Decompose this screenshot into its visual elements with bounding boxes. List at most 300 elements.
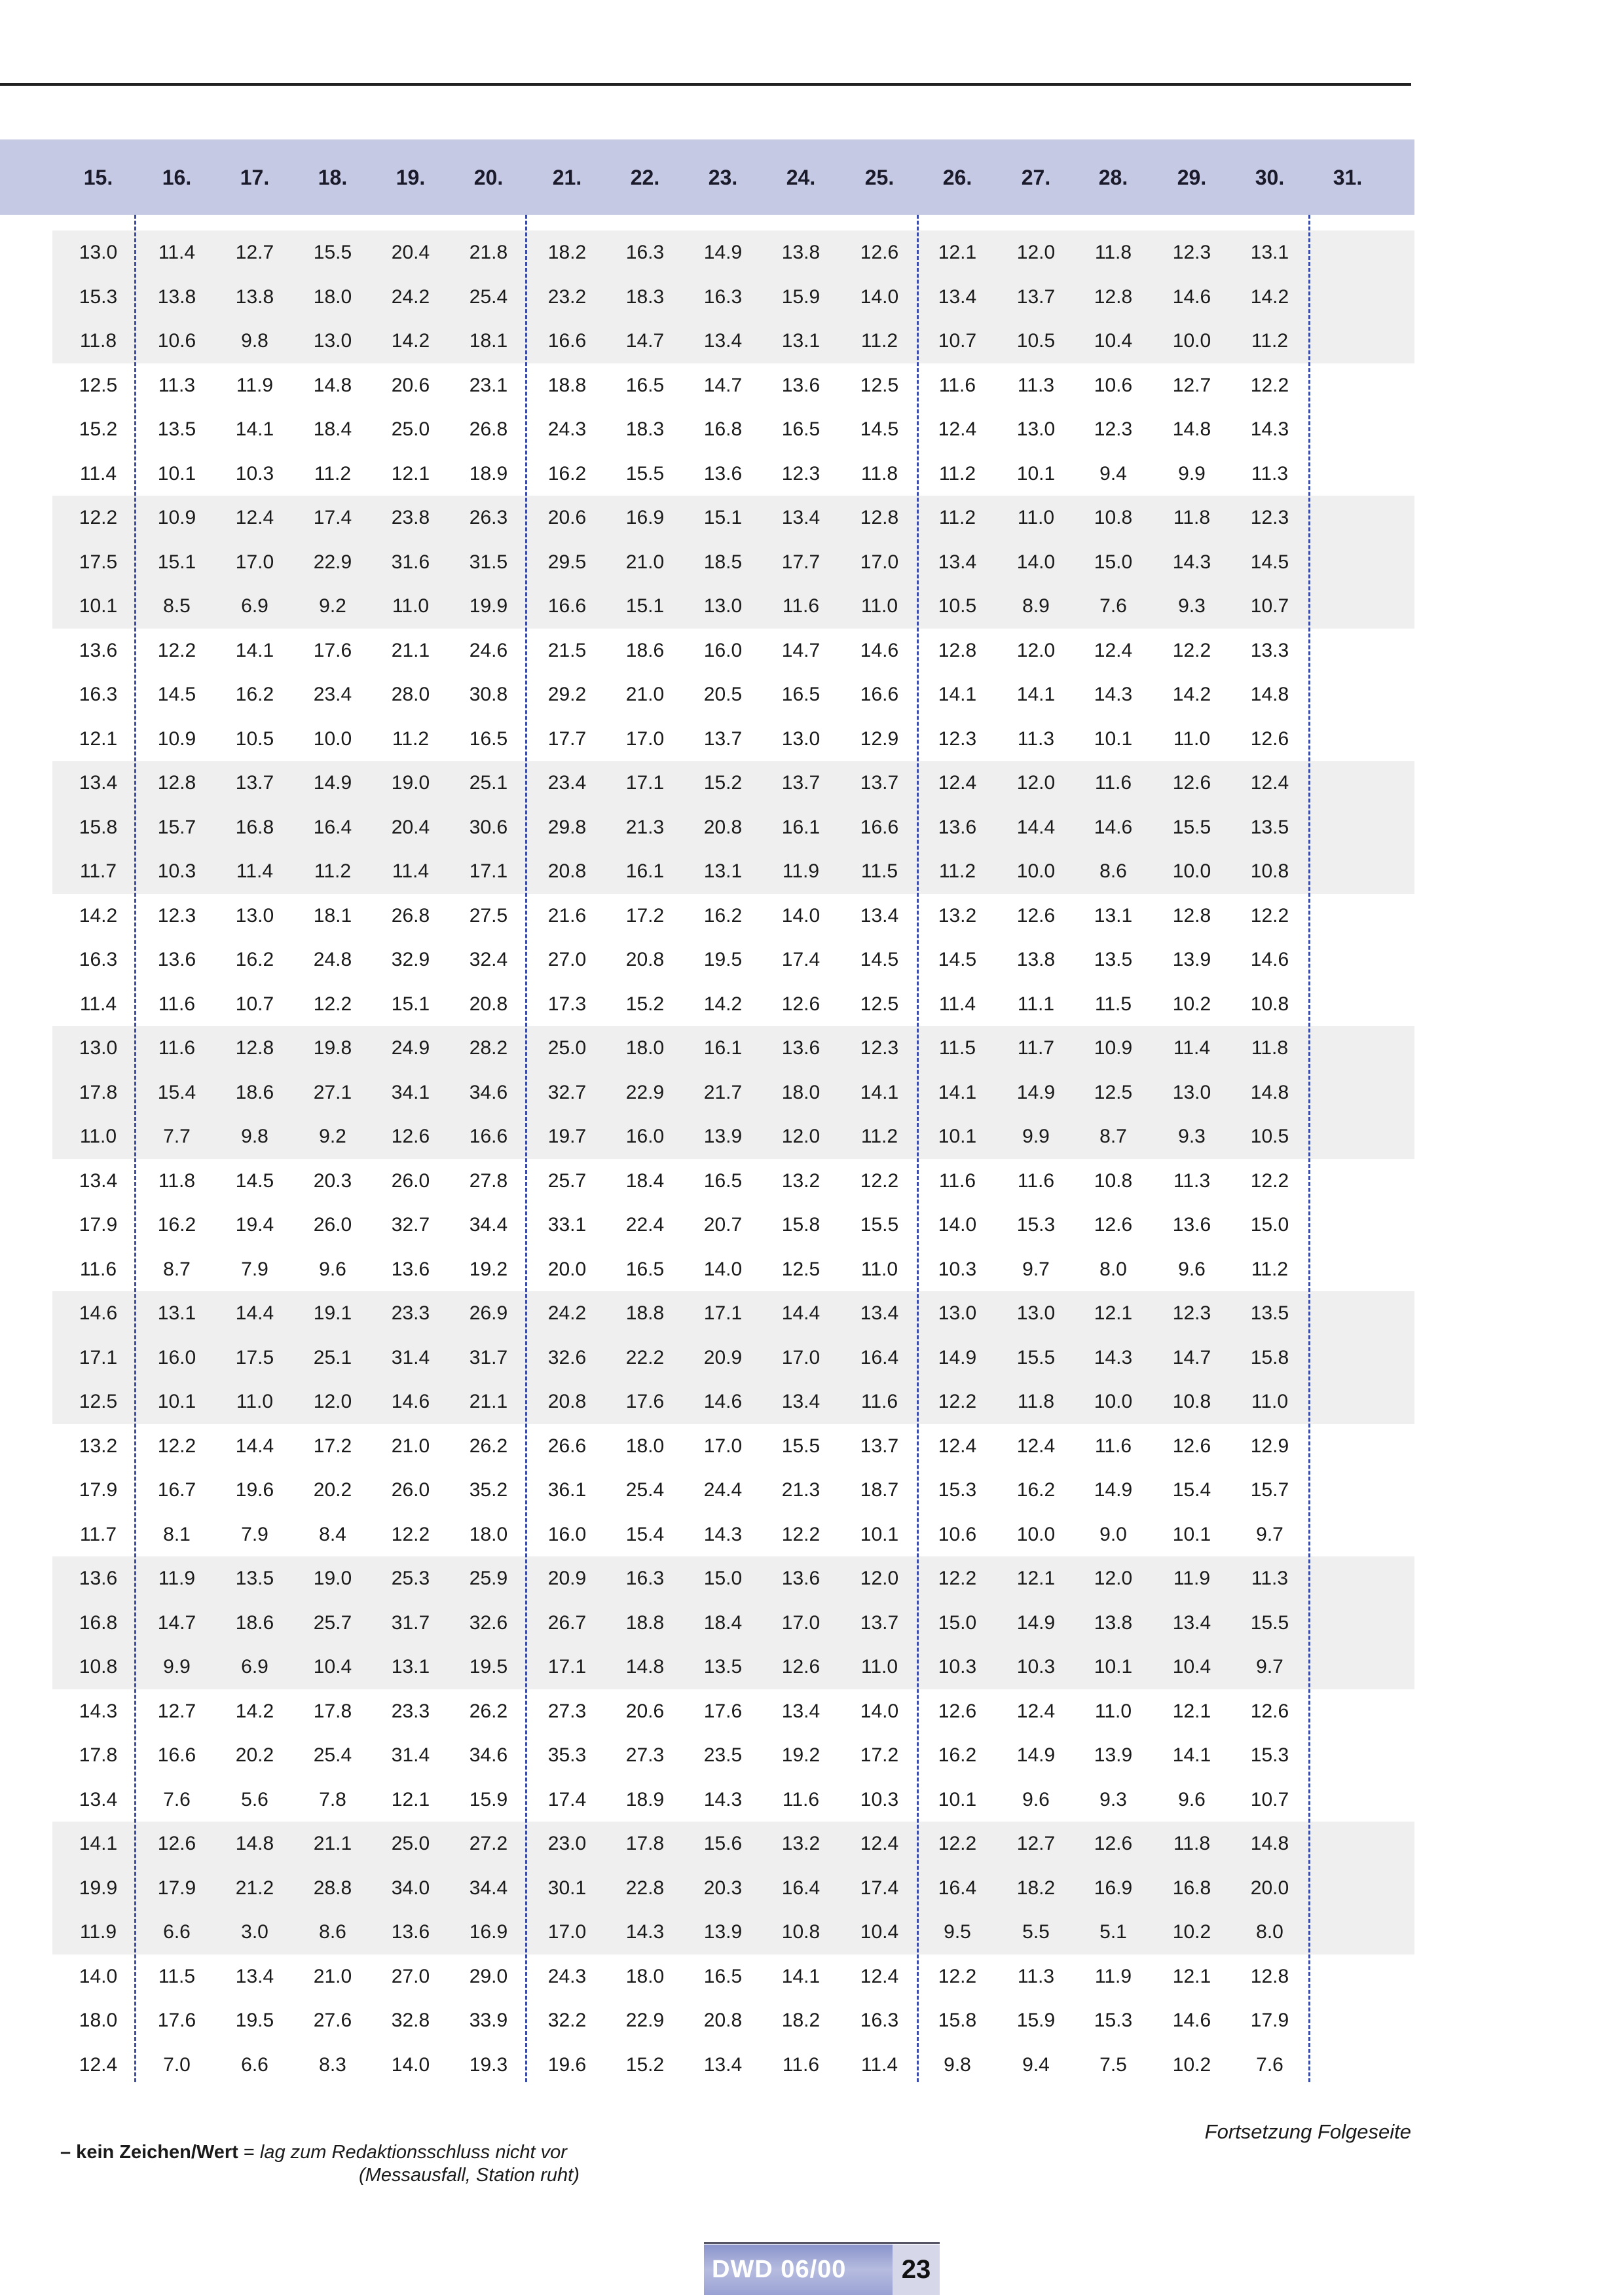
table-cell: 14.6 — [391, 1391, 430, 1412]
table-cell: 23.3 — [391, 1700, 430, 1722]
table-cell: 11.4 — [860, 2053, 898, 2076]
table-cell: 9.7 — [1022, 1258, 1050, 1280]
table-cell: 9.4 — [1022, 2053, 1050, 2076]
table-cell: 25.7 — [547, 1169, 587, 1192]
table-cell: 7.5 — [1099, 2053, 1127, 2076]
table-cell: 14.5 — [938, 949, 977, 970]
table-cell: 15.3 — [1016, 1214, 1056, 1236]
table-cell: 9.0 — [1099, 1523, 1127, 1545]
table-cell: 12.5 — [781, 1258, 821, 1280]
table-cell: 8.9 — [1022, 595, 1050, 617]
table-cell: 16.4 — [860, 1346, 899, 1368]
table-cell: 12.3 — [938, 727, 977, 750]
table-cell: 6.9 — [241, 595, 268, 617]
table-cell: 18.0 — [781, 1081, 821, 1103]
table-cell: 10.4 — [860, 1921, 899, 1943]
table-cell: 11.2 — [860, 330, 898, 352]
table-cell: 14.1 — [781, 1965, 821, 1987]
table-cell: 11.6 — [860, 1391, 898, 1412]
table-cell: 14.7 — [1172, 1346, 1211, 1368]
table-cell: 12.7 — [235, 242, 274, 263]
table-row — [52, 1380, 1414, 1424]
table-cell: 16.1 — [625, 860, 665, 882]
table-cell: 9.6 — [319, 1258, 346, 1280]
table-cell: 10.5 — [1250, 1126, 1289, 1147]
table-cell: 25.9 — [469, 1568, 508, 1589]
table-cell: 27.1 — [313, 1081, 352, 1103]
table-cell: 8.6 — [319, 1921, 346, 1943]
table-cell: 12.6 — [938, 1700, 977, 1722]
table-cell: 11.7 — [79, 1523, 117, 1545]
table-row — [52, 672, 1414, 717]
table-cell: 13.4 — [79, 1788, 118, 1810]
table-cell: 10.1 — [860, 1523, 899, 1545]
table-cell: 12.8 — [860, 507, 899, 528]
table-cell: 21.3 — [625, 816, 665, 838]
table-cell: 10.0 — [1016, 1523, 1056, 1545]
table-cell: 13.5 — [703, 1656, 743, 1678]
table-cell: 25.4 — [625, 1479, 665, 1501]
table-cell: 17.8 — [79, 1744, 118, 1766]
table-cell: 15.8 — [938, 2010, 977, 2031]
table-cell: 18.4 — [703, 1611, 743, 1634]
table-cell: 17.5 — [235, 1346, 274, 1368]
table-cell: 14.8 — [313, 374, 352, 396]
table-cell: 13.6 — [781, 1037, 821, 1059]
table-cell: 11.4 — [79, 993, 117, 1015]
table-row — [52, 1203, 1414, 1247]
table-cell: 10.0 — [1094, 1391, 1133, 1412]
table-cell: 15.9 — [1016, 2010, 1056, 2031]
table-cell: 25.7 — [313, 1611, 352, 1634]
table-cell: 14.4 — [1016, 816, 1056, 838]
table-cell: 11.4 — [938, 993, 976, 1015]
legend-equals: = — [243, 2142, 255, 2163]
table-cell: 13.6 — [391, 1921, 430, 1943]
table-cell: 26.7 — [547, 1611, 587, 1634]
table-cell: 12.1 — [1172, 1965, 1211, 1987]
table-cell: 20.8 — [703, 816, 743, 838]
table-cell: 10.8 — [1094, 507, 1133, 528]
table-cell: 11.8 — [1017, 1391, 1055, 1412]
table-cell: 16.5 — [781, 418, 821, 440]
table-row — [52, 717, 1414, 762]
table-cell: 18.2 — [781, 2010, 821, 2031]
table-cell: 11.2 — [860, 1126, 898, 1147]
table-cell: 16.5 — [781, 684, 821, 705]
table-cell: 17.9 — [79, 1214, 118, 1236]
table-cell: 17.9 — [79, 1479, 118, 1501]
table-cell: 22.4 — [625, 1214, 665, 1236]
table-cell: 10.1 — [938, 1788, 977, 1810]
table-cell: 32.9 — [391, 949, 430, 970]
table-cell: 13.0 — [235, 904, 274, 927]
day-header-31: 31. — [1333, 166, 1363, 189]
table-cell: 17.1 — [703, 1302, 743, 1324]
table-cell: 19.7 — [547, 1126, 587, 1147]
table-cell: 19.4 — [235, 1214, 274, 1236]
table-cell: 10.1 — [1016, 462, 1056, 485]
table-cell: 11.3 — [1173, 1169, 1211, 1192]
table-cell: 14.6 — [860, 639, 899, 661]
table-cell: 11.2 — [1251, 1258, 1289, 1280]
table-cell: 17.6 — [703, 1700, 743, 1722]
table-cell: 10.8 — [1250, 860, 1289, 882]
table-cell: 13.4 — [79, 772, 118, 794]
table-row — [52, 452, 1414, 496]
table-cell: 31.5 — [469, 551, 508, 573]
table-cell: 15.3 — [79, 285, 118, 308]
table-cell: 29.0 — [469, 1965, 508, 1987]
table-cell: 18.8 — [625, 1611, 665, 1634]
table-cell: 14.3 — [1094, 684, 1133, 705]
table-cell: 13.7 — [1016, 285, 1056, 308]
table-cell: 27.3 — [547, 1700, 587, 1722]
table-cell: 14.0 — [860, 1700, 899, 1722]
table-cell: 14.1 — [235, 639, 274, 661]
day-header-21: 21. — [552, 166, 582, 189]
table-row — [52, 230, 1414, 275]
table-cell: 13.6 — [1172, 1214, 1211, 1236]
table-cell: 25.4 — [313, 1744, 352, 1766]
table-cell: 15.1 — [703, 507, 743, 528]
table-row — [52, 1556, 1414, 1601]
table-cell: 18.0 — [79, 2010, 118, 2031]
table-cell: 10.1 — [1094, 727, 1133, 750]
table-cell: 11.0 — [860, 1258, 898, 1280]
table-cell: 24.8 — [313, 949, 352, 970]
table-cell: 14.9 — [1094, 1479, 1133, 1501]
table-cell: 10.0 — [313, 727, 352, 750]
table-cell: 16.0 — [547, 1523, 587, 1545]
table-cell: 24.9 — [391, 1037, 430, 1059]
table-cell: 23.4 — [313, 684, 352, 705]
table-cell: 10.3 — [1016, 1656, 1056, 1678]
table-cell: 15.5 — [313, 242, 352, 263]
table-cell: 10.6 — [157, 330, 196, 352]
table-cell: 17.9 — [1250, 2010, 1289, 2031]
table-cell: 7.0 — [163, 2053, 191, 2076]
table-cell: 25.4 — [469, 285, 508, 308]
table-cell: 12.1 — [79, 727, 118, 750]
table-cell: 17.8 — [79, 1081, 118, 1103]
table-cell: 13.9 — [1094, 1744, 1133, 1766]
table-cell: 12.4 — [938, 1435, 977, 1457]
table-cell: 25.0 — [391, 1833, 430, 1854]
table-cell: 30.1 — [547, 1877, 587, 1899]
table-cell: 12.7 — [1016, 1833, 1056, 1854]
table-cell: 12.8 — [1094, 285, 1133, 308]
table-cell: 34.0 — [391, 1877, 430, 1899]
table-cell: 26.6 — [547, 1435, 587, 1457]
table-cell: 13.8 — [781, 242, 821, 263]
table-cell: 11.0 — [1251, 1391, 1289, 1412]
table-cell: 19.2 — [781, 1744, 821, 1766]
table-cell: 24.2 — [391, 285, 430, 308]
table-row — [52, 1955, 1414, 1999]
table-cell: 16.7 — [157, 1479, 196, 1501]
table-cell: 16.6 — [157, 1744, 196, 1766]
table-cell: 14.8 — [1250, 1833, 1289, 1854]
column-separator — [1308, 215, 1310, 2082]
table-cell: 20.0 — [1250, 1877, 1289, 1899]
table-cell: 14.1 — [860, 1081, 899, 1103]
table-cell: 20.4 — [391, 816, 430, 838]
table-cell: 5.1 — [1099, 1921, 1127, 1943]
table-cell: 25.3 — [391, 1568, 430, 1589]
table-cell: 12.4 — [938, 418, 977, 440]
table-cell: 13.8 — [1094, 1611, 1133, 1634]
table-row — [52, 1114, 1414, 1159]
table-cell: 15.2 — [703, 772, 743, 794]
table-cell: 19.0 — [313, 1568, 352, 1589]
table-cell: 31.7 — [469, 1346, 508, 1368]
day-header-28: 28. — [1098, 166, 1128, 189]
table-cell: 14.8 — [1250, 684, 1289, 705]
table-cell: 26.8 — [469, 418, 508, 440]
table-row — [52, 1247, 1414, 1292]
table-cell: 12.1 — [1016, 1568, 1056, 1589]
day-header-23: 23. — [708, 166, 738, 189]
table-cell: 13.4 — [938, 551, 977, 573]
table-cell: 16.8 — [703, 418, 743, 440]
table-cell: 20.8 — [625, 949, 665, 970]
table-cell: 17.9 — [157, 1877, 196, 1899]
table-cell: 14.7 — [157, 1611, 196, 1634]
table-row — [52, 1733, 1414, 1778]
table-cell: 15.5 — [781, 1435, 821, 1457]
table-cell: 17.0 — [781, 1611, 821, 1634]
table-cell: 14.6 — [79, 1302, 118, 1324]
table-cell: 12.6 — [860, 242, 899, 263]
table-cell: 18.9 — [625, 1788, 665, 1810]
table-cell: 16.3 — [625, 242, 665, 263]
table-cell: 23.8 — [391, 507, 430, 528]
table-cell: 14.2 — [703, 993, 743, 1015]
table-cell: 26.0 — [313, 1214, 352, 1236]
table-cell: 14.1 — [938, 1081, 977, 1103]
day-header-24: 24. — [786, 166, 816, 189]
table-cell: 17.0 — [860, 551, 899, 573]
table-cell: 13.6 — [79, 639, 118, 661]
table-cell: 20.3 — [703, 1877, 743, 1899]
table-cell: 12.3 — [1094, 418, 1133, 440]
table-cell: 14.5 — [157, 684, 196, 705]
table-cell: 11.8 — [1173, 1833, 1211, 1854]
table-cell: 22.9 — [625, 2010, 665, 2031]
table-cell: 6.6 — [163, 1921, 191, 1943]
table-cell: 10.7 — [938, 330, 977, 352]
table-cell: 14.6 — [1250, 949, 1289, 970]
day-header-29: 29. — [1177, 166, 1207, 189]
table-cell: 12.4 — [235, 507, 274, 528]
table-cell: 22.2 — [625, 1346, 665, 1368]
column-separator — [134, 215, 136, 2082]
table-cell: 11.0 — [392, 595, 430, 617]
table-cell: 11.8 — [158, 1169, 196, 1192]
table-cell: 10.2 — [1172, 993, 1211, 1015]
table-cell: 11.3 — [1251, 1568, 1289, 1589]
table-cell: 27.5 — [469, 904, 508, 927]
table-cell: 32.7 — [391, 1214, 430, 1236]
table-cell: 27.8 — [469, 1169, 508, 1192]
table-row — [52, 1822, 1414, 1866]
table-cell: 14.4 — [235, 1302, 274, 1324]
table-cell: 11.0 — [79, 1126, 117, 1147]
table-cell: 17.2 — [860, 1744, 899, 1766]
table-cell: 12.9 — [860, 727, 899, 750]
table-cell: 12.1 — [391, 462, 430, 485]
table-cell: 13.4 — [703, 2053, 743, 2076]
table-cell: 17.7 — [781, 551, 821, 573]
table-cell: 26.8 — [391, 904, 430, 927]
table-cell: 16.5 — [703, 1965, 743, 1987]
table-cell: 28.8 — [313, 1877, 352, 1899]
table-cell: 12.3 — [1172, 1302, 1211, 1324]
table-cell: 18.0 — [625, 1965, 665, 1987]
table-cell: 20.7 — [703, 1214, 743, 1236]
table-cell: 19.8 — [313, 1037, 352, 1059]
table-cell: 9.6 — [1178, 1258, 1206, 1280]
table-cell: 12.2 — [860, 1169, 899, 1192]
table-cell: 7.9 — [241, 1523, 268, 1545]
table-cell: 7.9 — [241, 1258, 268, 1280]
table-cell: 16.9 — [625, 507, 665, 528]
table-cell: 11.0 — [1017, 507, 1055, 528]
day-header-22: 22. — [630, 166, 660, 189]
table-cell: 28.2 — [469, 1037, 508, 1059]
table-cell: 14.0 — [938, 1214, 977, 1236]
table-cell: 16.8 — [79, 1611, 118, 1634]
table-cell: 8.0 — [1099, 1258, 1127, 1280]
table-cell: 12.7 — [1172, 374, 1211, 396]
table-cell: 10.9 — [157, 727, 196, 750]
table-cell: 12.5 — [860, 374, 899, 396]
table-cell: 13.4 — [781, 1391, 821, 1412]
table-cell: 14.3 — [1094, 1346, 1133, 1368]
table-cell: 16.8 — [1172, 1877, 1211, 1899]
table-row — [52, 363, 1414, 408]
table-cell: 12.4 — [1250, 772, 1289, 794]
table-cell: 11.5 — [1094, 993, 1132, 1015]
table-cell: 16.0 — [625, 1126, 665, 1147]
table-cell: 12.4 — [860, 1965, 899, 1987]
table-cell: 10.2 — [1172, 2053, 1211, 2076]
table-cell: 30.8 — [469, 684, 508, 705]
table-cell: 14.3 — [625, 1921, 665, 1943]
table-cell: 11.0 — [1094, 1700, 1132, 1722]
table-cell: 11.4 — [236, 860, 274, 882]
table-cell: 18.4 — [313, 418, 352, 440]
table-cell: 12.4 — [1016, 1700, 1056, 1722]
table-cell: 13.8 — [157, 285, 196, 308]
table-cell: 12.3 — [1172, 242, 1211, 263]
table-row — [52, 849, 1414, 894]
table-cell: 11.2 — [1251, 330, 1289, 352]
table-cell: 34.4 — [469, 1877, 508, 1899]
day-header-17: 17. — [240, 166, 270, 189]
table-cell: 17.4 — [860, 1877, 899, 1899]
table-cell: 11.3 — [1017, 374, 1055, 396]
table-row — [52, 1159, 1414, 1203]
table-cell: 14.1 — [1172, 1744, 1211, 1766]
table-cell: 13.7 — [235, 772, 274, 794]
table-cell: 14.0 — [79, 1965, 118, 1987]
table-cell: 16.4 — [781, 1877, 821, 1899]
table-cell: 15.7 — [157, 816, 196, 838]
table-cell: 10.0 — [1016, 860, 1056, 882]
table-cell: 12.5 — [79, 1391, 118, 1412]
table-cell: 11.4 — [79, 462, 117, 485]
table-cell: 19.1 — [313, 1302, 352, 1324]
table-cell: 16.5 — [625, 1258, 665, 1280]
table-cell: 13.3 — [1250, 639, 1289, 661]
table-cell: 10.1 — [157, 1391, 196, 1412]
table-cell: 16.6 — [860, 684, 899, 705]
table-cell: 15.4 — [625, 1523, 665, 1545]
table-cell: 18.0 — [625, 1435, 665, 1457]
table-cell: 17.5 — [79, 551, 118, 573]
table-cell: 9.8 — [944, 2053, 971, 2076]
table-cell: 21.1 — [469, 1391, 508, 1412]
table-cell: 13.4 — [860, 1302, 899, 1324]
table-cell: 14.4 — [781, 1302, 821, 1324]
table-cell: 13.6 — [157, 949, 196, 970]
table-cell: 16.2 — [547, 462, 587, 485]
table-cell: 16.9 — [1094, 1877, 1133, 1899]
table-row — [52, 761, 1414, 805]
table-cell: 8.6 — [1099, 860, 1127, 882]
table-cell: 30.6 — [469, 816, 508, 838]
table-cell: 12.2 — [79, 507, 118, 528]
day-header-20: 20. — [473, 166, 504, 189]
table-cell: 16.1 — [703, 1037, 743, 1059]
table-cell: 13.2 — [938, 904, 977, 927]
table-cell: 24.6 — [469, 639, 508, 661]
table-cell: 18.3 — [625, 418, 665, 440]
table-cell: 12.6 — [1094, 1833, 1133, 1854]
table-cell: 10.8 — [781, 1921, 821, 1943]
table-cell: 16.2 — [235, 949, 274, 970]
table-cell: 11.6 — [158, 993, 196, 1015]
continuation-note: Fortsetzung Folgeseite — [1204, 2120, 1411, 2143]
table-cell: 29.8 — [547, 816, 587, 838]
table-cell: 12.5 — [860, 993, 899, 1015]
table-cell: 27.0 — [547, 949, 587, 970]
table-cell: 10.6 — [938, 1523, 977, 1545]
table-cell: 10.0 — [1172, 330, 1211, 352]
table-cell: 17.1 — [625, 772, 665, 794]
table-cell: 14.7 — [625, 330, 665, 352]
table-cell: 14.0 — [391, 2053, 430, 2076]
table-cell: 11.2 — [938, 860, 976, 882]
table-cell: 25.0 — [547, 1037, 587, 1059]
table-cell: 13.6 — [703, 462, 743, 485]
table-cell: 13.0 — [938, 1302, 977, 1324]
table-cell: 16.2 — [938, 1744, 977, 1766]
table-cell: 12.6 — [1250, 727, 1289, 750]
table-cell: 12.0 — [313, 1391, 352, 1412]
table-cell: 9.6 — [1022, 1788, 1050, 1810]
table-cell: 10.8 — [1172, 1391, 1211, 1412]
table-cell: 14.5 — [860, 949, 899, 970]
table-cell: 12.6 — [1094, 1214, 1133, 1236]
table-cell: 9.8 — [241, 1126, 268, 1147]
table-cell: 17.0 — [547, 1921, 587, 1943]
table-cell: 35.2 — [469, 1479, 508, 1501]
table-cell: 11.9 — [782, 860, 820, 882]
table-row — [52, 1601, 1414, 1645]
